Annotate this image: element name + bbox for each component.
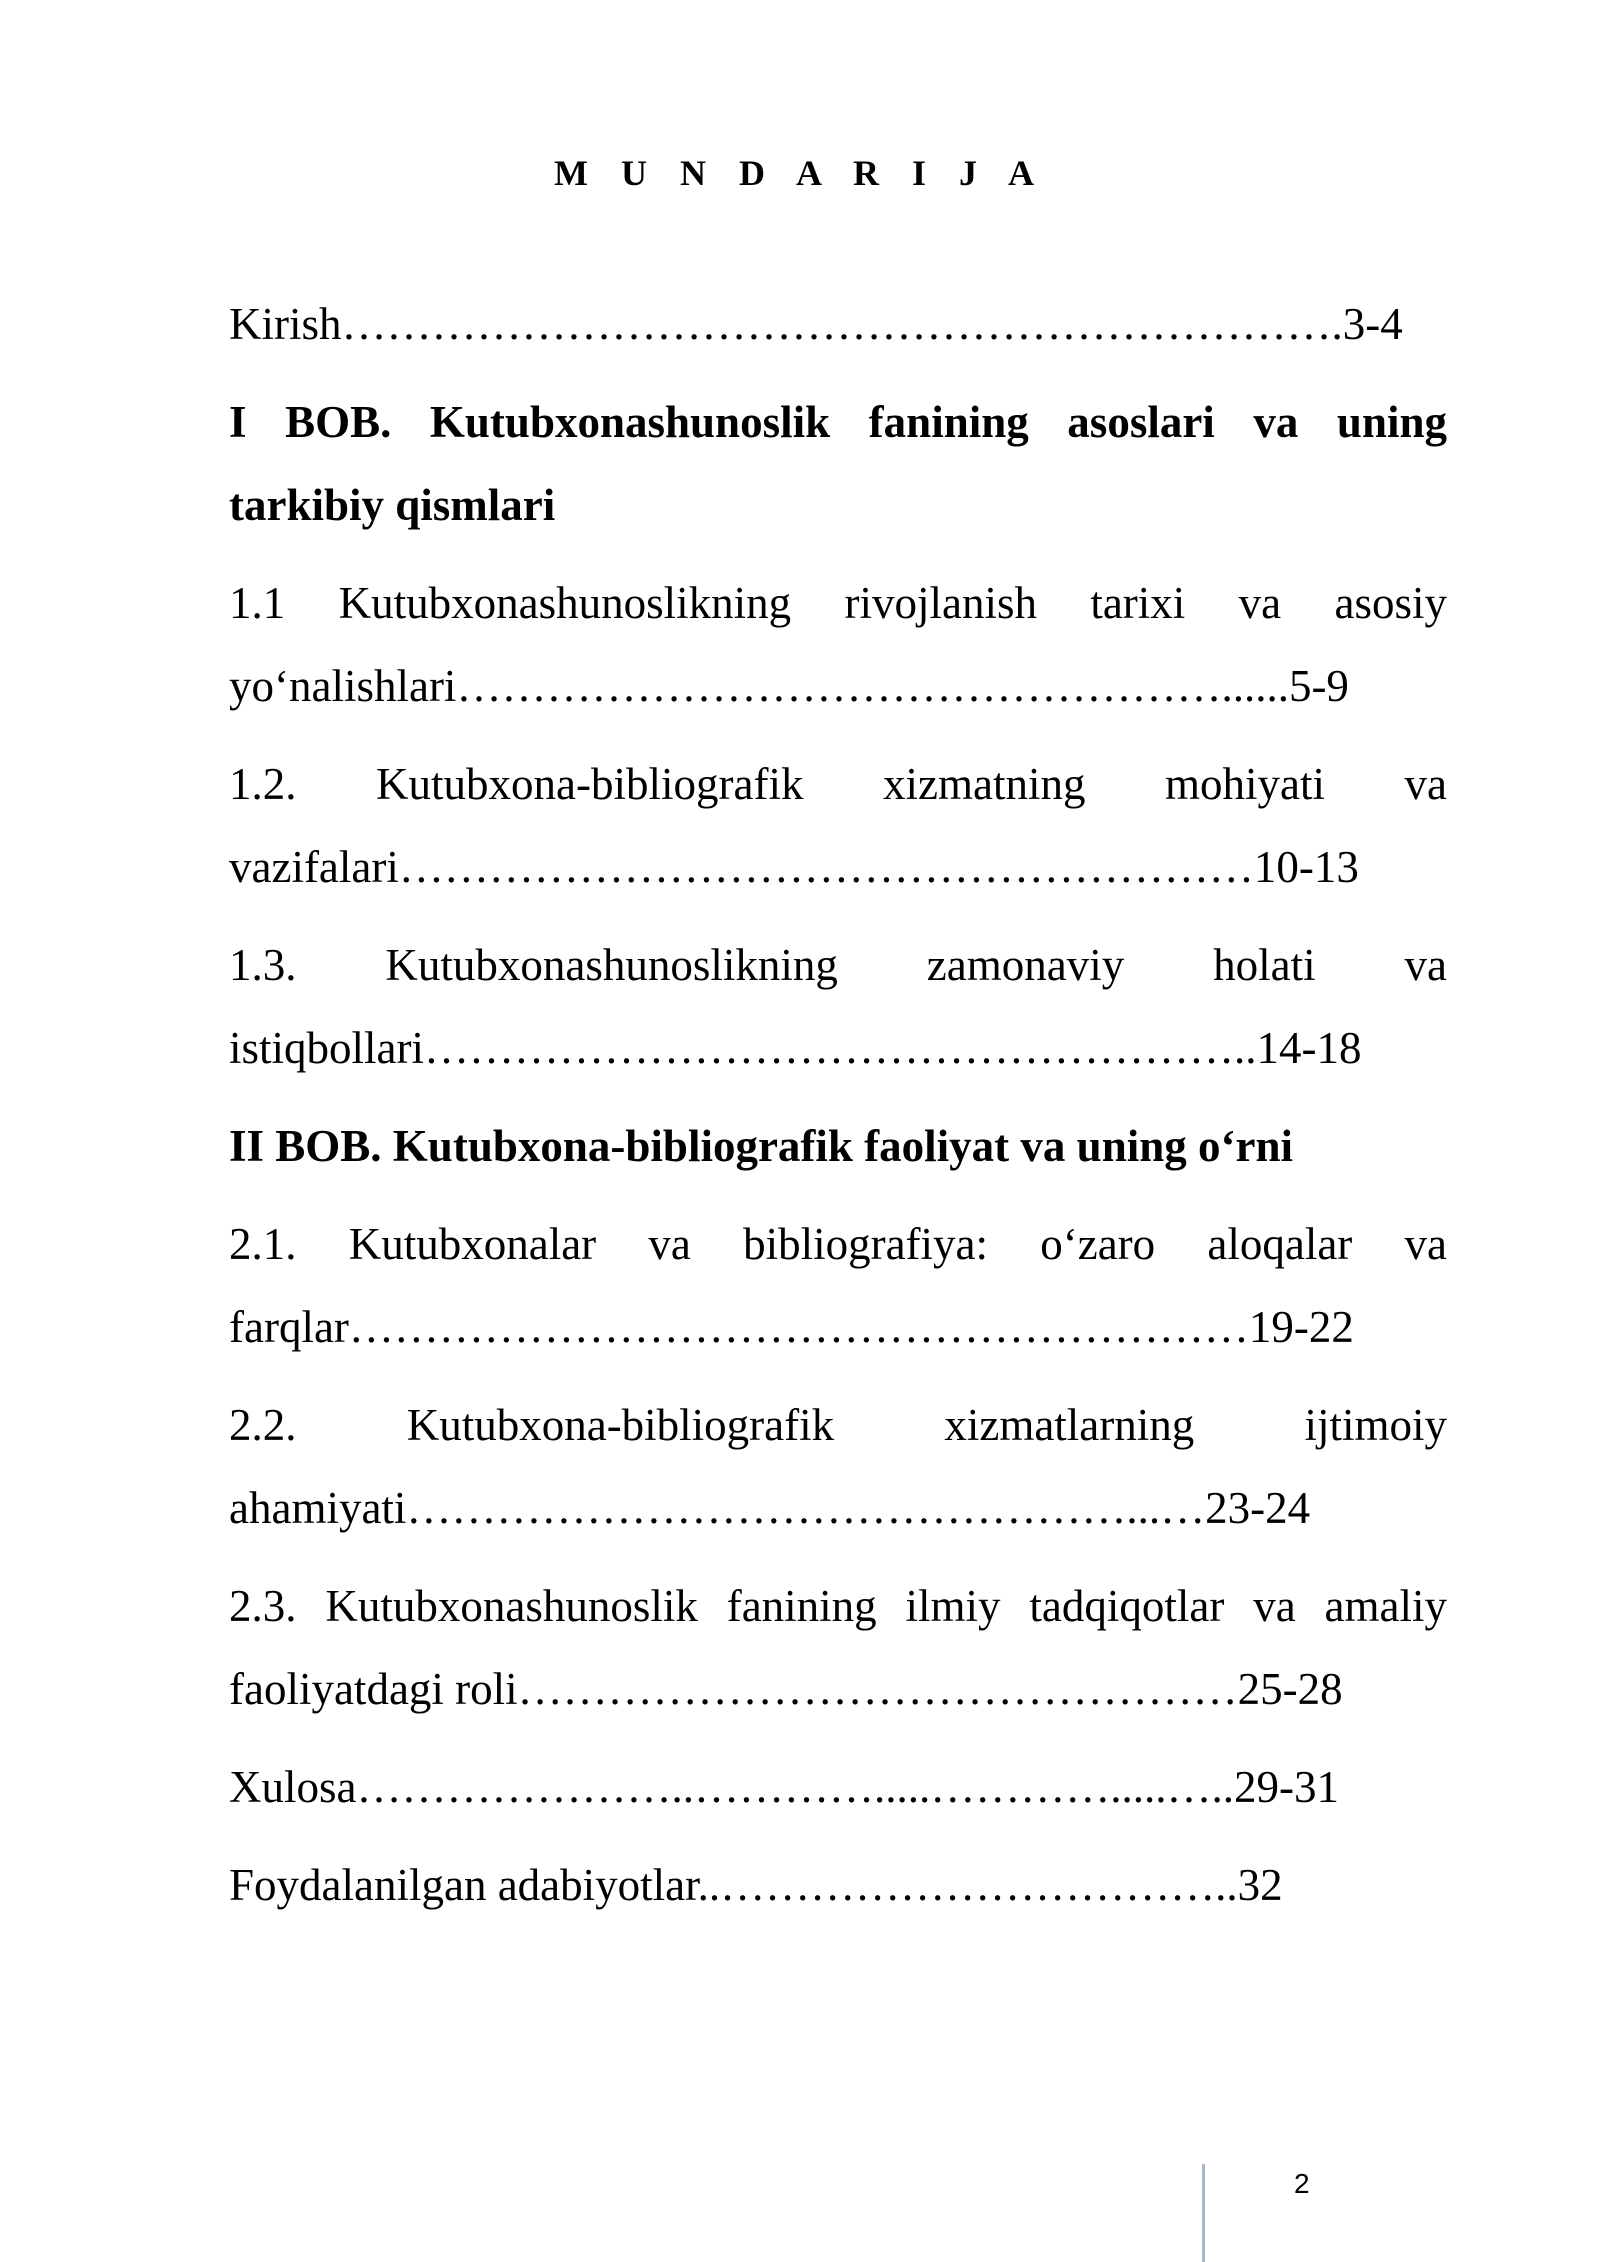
toc-chapter-1 — [229, 381, 1447, 547]
toc-entry-line2: yo‘nalishlari……………………………………………......5-9 — [229, 661, 1349, 711]
toc-entry-line2: vazifalari…………………………………………………10-13 — [229, 842, 1359, 892]
page-number: 2 — [1294, 2168, 1310, 2199]
toc-entry-xulosa — [229, 1746, 1447, 1829]
toc-section-2-2 — [229, 1384, 1447, 1550]
toc-entry-line2: faoliyatdagi roli…………………………………………25-28 — [229, 1664, 1343, 1714]
toc-section-1-1 — [229, 562, 1447, 728]
toc-section-1-3 — [229, 924, 1447, 1090]
toc-entry-line1: 1.1 Kutubxonashunoslikning rivojlanish tarixi va asosiy — [229, 578, 1447, 628]
toc-entry-line1: 1.3. Kutubxonashunoslikning zamonaviy holati va — [229, 940, 1447, 990]
toc-section-1-2 — [229, 743, 1447, 909]
toc-entry-line1: I BOB. Kutubxonashunoslik fanining asoslari va uning — [229, 397, 1447, 447]
toc-entry-line2: ahamiyati…………………………………………...…23-24 — [229, 1483, 1311, 1533]
toc-entry-text: Foydalanilgan adabiyotlar..……………………………..32 — [229, 1860, 1283, 1910]
page-title: M U N D A R I J A — [553, 153, 1047, 193]
footer-divider — [1202, 2164, 1205, 2262]
toc-entry-line1: 1.2. Kutubxona-bibliografik xizmatning mohiyati va — [229, 759, 1447, 809]
toc-entry-text: II BOB. Kutubxona-bibliografik faoliyat va uning o‘rni — [229, 1121, 1293, 1171]
toc-entry-line1: 2.2. Kutubxona-bibliografik xizmatlarning ijtimoiy — [229, 1400, 1447, 1450]
toc-entry-line2: istiqbollari………………………………………………..14-18 — [229, 1023, 1362, 1073]
toc-entry-bibliography — [229, 1844, 1447, 1927]
toc-section-2-3 — [229, 1565, 1447, 1731]
toc-entry-line1: 2.1. Kutubxonalar va bibliografiya: o‘zaro aloqalar va — [229, 1219, 1447, 1269]
toc-section-2-1 — [229, 1203, 1447, 1369]
toc-chapter-2 — [229, 1105, 1447, 1188]
toc-entry-line2: farqlar……………………………………………………19-22 — [229, 1302, 1354, 1352]
toc-entry-line2: tarkibiy qismlari — [229, 480, 556, 530]
toc-entry-text: Kirish………………………………………………………….3-4 — [229, 299, 1403, 349]
toc-entry-kirish — [229, 283, 1447, 366]
toc-entry-line1: 2.3. Kutubxonashunoslik fanining ilmiy tadqiqotlar va amaliy — [229, 1581, 1447, 1631]
toc-entry-text: Xulosa…………………..………….....………….....…..29-31 — [229, 1762, 1339, 1812]
table-of-contents — [229, 283, 1447, 1942]
